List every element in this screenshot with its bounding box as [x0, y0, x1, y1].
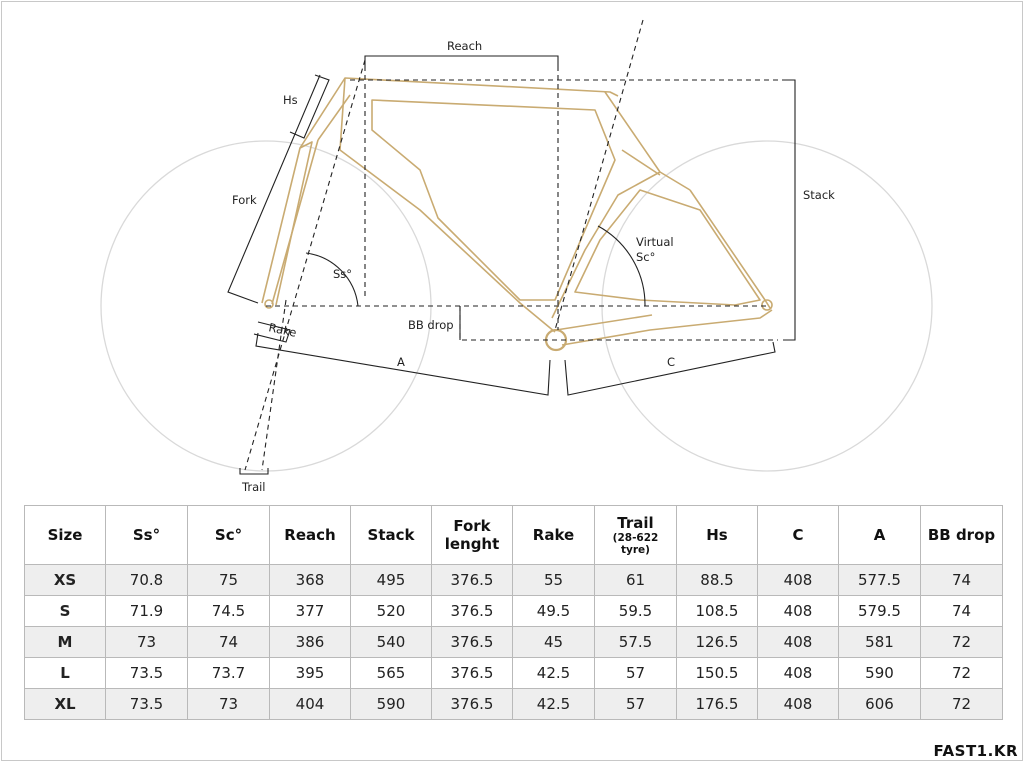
cell-fork-length: 376.5 — [432, 596, 513, 627]
cell-hs: 88.5 — [677, 565, 758, 596]
cell-size: L — [25, 658, 106, 689]
dimension-lines — [228, 20, 795, 474]
cell-bb-drop: 74 — [921, 596, 1003, 627]
cell-size: XL — [25, 689, 106, 720]
cell-hs: 126.5 — [677, 627, 758, 658]
header-c: C — [758, 506, 839, 565]
table-row — [25, 627, 1003, 658]
cell-ss: 73.5 — [106, 658, 188, 689]
cell-reach: 404 — [270, 689, 351, 720]
cell-rake: 42.5 — [513, 658, 595, 689]
rake-label: Rake — [267, 320, 298, 340]
cell-rake: 49.5 — [513, 596, 595, 627]
table-row — [25, 596, 1003, 627]
cell-hs: 108.5 — [677, 596, 758, 627]
hs-label: Hs — [283, 93, 298, 107]
header-rake: Rake — [513, 506, 595, 565]
cell-fork-length: 376.5 — [432, 658, 513, 689]
cell-sc: 74.5 — [188, 596, 270, 627]
header-fork-line1: Fork — [453, 517, 491, 535]
cell-a: 581 — [839, 627, 921, 658]
cell-fork-length: 376.5 — [432, 689, 513, 720]
rear-wheel — [602, 141, 932, 471]
cell-ss: 71.9 — [106, 596, 188, 627]
cell-stack: 540 — [351, 627, 432, 658]
cell-hs: 176.5 — [677, 689, 758, 720]
cell-sc: 75 — [188, 565, 270, 596]
header-trail-main: Trail — [617, 514, 654, 532]
cell-bb-drop: 72 — [921, 627, 1003, 658]
cell-fork-length: 376.5 — [432, 565, 513, 596]
header-trail-sub1: (28-622 — [612, 532, 659, 544]
cell-reach: 386 — [270, 627, 351, 658]
cell-hs: 150.5 — [677, 658, 758, 689]
cell-bb-drop: 72 — [921, 658, 1003, 689]
cell-c: 408 — [758, 658, 839, 689]
cell-trail: 61 — [595, 565, 677, 596]
header-bb-drop: BB drop — [921, 506, 1003, 565]
trail-label: Trail — [242, 480, 266, 494]
seat-angle-label: Ss° — [333, 267, 353, 281]
cell-ss: 73.5 — [106, 689, 188, 720]
virtual-sc-label-line1: Virtual — [636, 235, 674, 249]
virtual-sc-label-line2: Sc° — [636, 250, 656, 264]
cell-reach: 395 — [270, 658, 351, 689]
cell-sc: 74 — [188, 627, 270, 658]
cell-c: 408 — [758, 565, 839, 596]
header-trail-sub2: tyre) — [621, 544, 650, 556]
bb-drop-label: BB drop — [408, 318, 454, 332]
cell-trail: 59.5 — [595, 596, 677, 627]
cell-a: 577.5 — [839, 565, 921, 596]
cell-stack: 565 — [351, 658, 432, 689]
cell-sc: 73 — [188, 689, 270, 720]
cell-rake: 55 — [513, 565, 595, 596]
cell-trail: 57 — [595, 689, 677, 720]
cell-sc: 73.7 — [188, 658, 270, 689]
reach-label: Reach — [447, 39, 483, 53]
cell-stack: 520 — [351, 596, 432, 627]
brand-watermark: FAST1.KR — [933, 742, 1018, 760]
cell-a: 606 — [839, 689, 921, 720]
cell-bb-drop: 72 — [921, 689, 1003, 720]
header-a: A — [839, 506, 921, 565]
table-header-row — [25, 506, 1003, 565]
cell-reach: 368 — [270, 565, 351, 596]
cell-fork-length: 376.5 — [432, 627, 513, 658]
header-ss: Ss° — [106, 506, 188, 565]
header-reach: Reach — [270, 506, 351, 565]
cell-reach: 377 — [270, 596, 351, 627]
stack-label: Stack — [803, 188, 835, 202]
header-stack: Stack — [351, 506, 432, 565]
a-label: A — [397, 355, 405, 369]
cell-stack: 495 — [351, 565, 432, 596]
cell-ss: 70.8 — [106, 565, 188, 596]
cell-stack: 590 — [351, 689, 432, 720]
header-size: Size — [25, 506, 106, 565]
fork-label: Fork — [232, 193, 257, 207]
table-row — [25, 565, 1003, 596]
cell-ss: 73 — [106, 627, 188, 658]
header-sc: Sc° — [188, 506, 270, 565]
header-fork-line2: lenght — [444, 535, 500, 553]
header-fork-length — [432, 506, 513, 565]
cell-size: XS — [25, 565, 106, 596]
table-row — [25, 658, 1003, 689]
cell-size: M — [25, 627, 106, 658]
cell-c: 408 — [758, 596, 839, 627]
cell-a: 590 — [839, 658, 921, 689]
cell-trail: 57 — [595, 658, 677, 689]
cell-rake: 42.5 — [513, 689, 595, 720]
cell-rake: 45 — [513, 627, 595, 658]
cell-bb-drop: 74 — [921, 565, 1003, 596]
bike-frame — [262, 78, 772, 350]
cell-c: 408 — [758, 627, 839, 658]
cell-size: S — [25, 596, 106, 627]
cell-trail: 57.5 — [595, 627, 677, 658]
c-label: C — [667, 355, 676, 369]
header-trail — [595, 506, 677, 565]
cell-a: 579.5 — [839, 596, 921, 627]
table-row — [25, 689, 1003, 720]
header-hs: Hs — [677, 506, 758, 565]
cell-c: 408 — [758, 689, 839, 720]
geometry-table — [24, 505, 1003, 720]
